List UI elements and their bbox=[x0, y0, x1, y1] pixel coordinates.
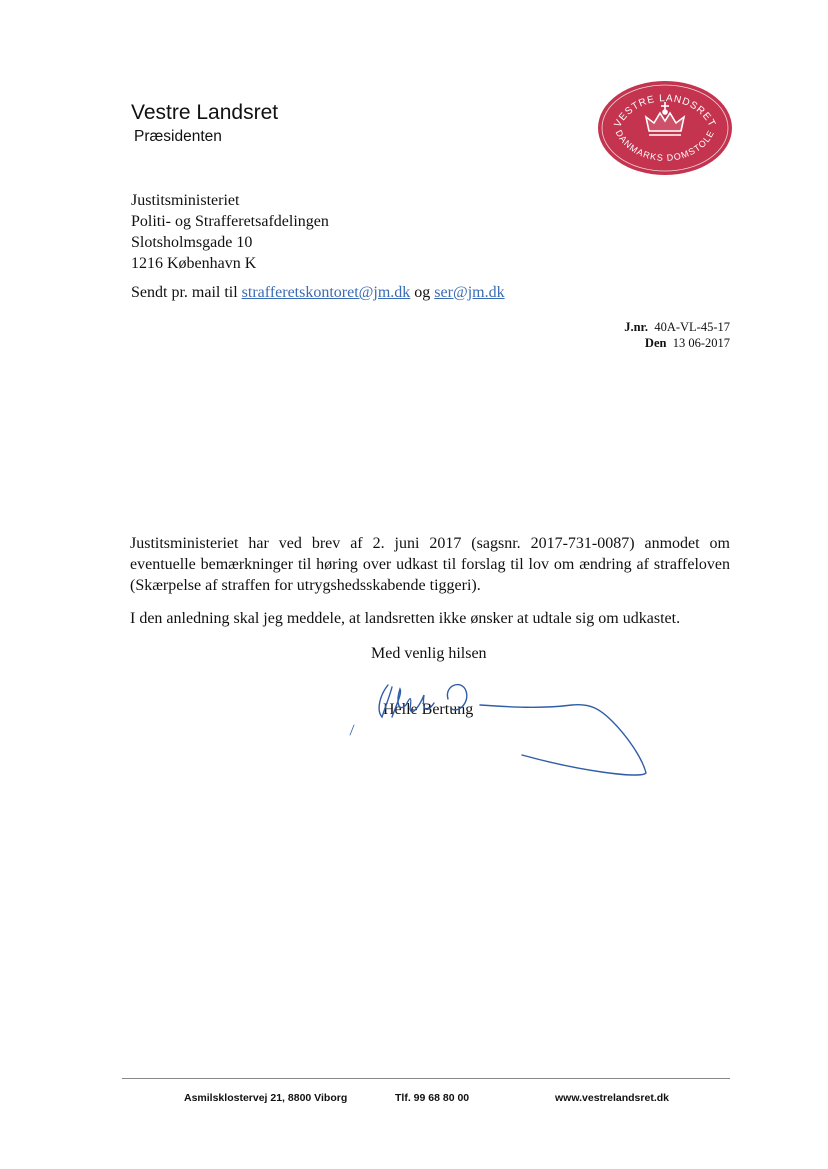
court-seal bbox=[596, 79, 734, 177]
seal-bottom-text: DANMARKS DOMSTOLE bbox=[613, 128, 717, 163]
seal-top-text: VESTRE LANDSRET bbox=[612, 93, 718, 130]
reference-block bbox=[624, 319, 730, 351]
email-link-ser[interactable]: ser@jm.dk bbox=[434, 284, 505, 301]
footer-divider bbox=[122, 1078, 730, 1079]
date-label: Den bbox=[644, 336, 667, 350]
handwritten-signature bbox=[340, 665, 660, 785]
signer-name: Helle Bertung bbox=[383, 701, 474, 718]
body-paragraph-2: I den anledning skal jeg meddele, at landsretten ikke ønsker at udtale sig om udkastet. bbox=[130, 610, 681, 627]
body-paragraph-1: Justitsministeriet har ved brev af 2. juni 2017 (sagsnr. 2017-731-0087) anmodet om eventuelle bemærkninger til høring over udkast til forslag til lov om ændring af straffeloven (Skærpelse af straffen for utrygshedsskabende tiggeri). bbox=[130, 535, 730, 594]
recipient-line-4: 1216 København K bbox=[131, 255, 257, 272]
footer-website[interactable]: www.vestrelandsret.dk bbox=[555, 1092, 669, 1104]
sent-prefix: Sendt pr. mail til bbox=[131, 284, 242, 301]
date-value: 13 06-2017 bbox=[672, 336, 730, 350]
sent-by-mail-line bbox=[131, 284, 505, 302]
footer-phone: Tlf. 99 68 80 00 bbox=[395, 1092, 470, 1104]
court-name: Vestre Landsret bbox=[131, 101, 279, 124]
office-title: Præsidenten bbox=[134, 128, 222, 145]
closing-greeting: Med venlig hilsen bbox=[371, 645, 487, 662]
recipient-line-1: Justitsministeriet bbox=[131, 192, 240, 209]
jnr-value: 40A-VL-45-17 bbox=[654, 320, 730, 334]
footer-address: Asmilsklostervej 21, 8800 Viborg bbox=[184, 1092, 348, 1104]
email-link-strafferet[interactable]: strafferetskontoret@jm.dk bbox=[241, 284, 411, 301]
recipient-line-2: Politi- og Strafferetsafdelingen bbox=[131, 213, 329, 230]
recipient-line-3: Slotsholmsgade 10 bbox=[131, 234, 253, 251]
jnr-label: J.nr. bbox=[624, 320, 649, 334]
sent-joiner: og bbox=[410, 284, 435, 301]
